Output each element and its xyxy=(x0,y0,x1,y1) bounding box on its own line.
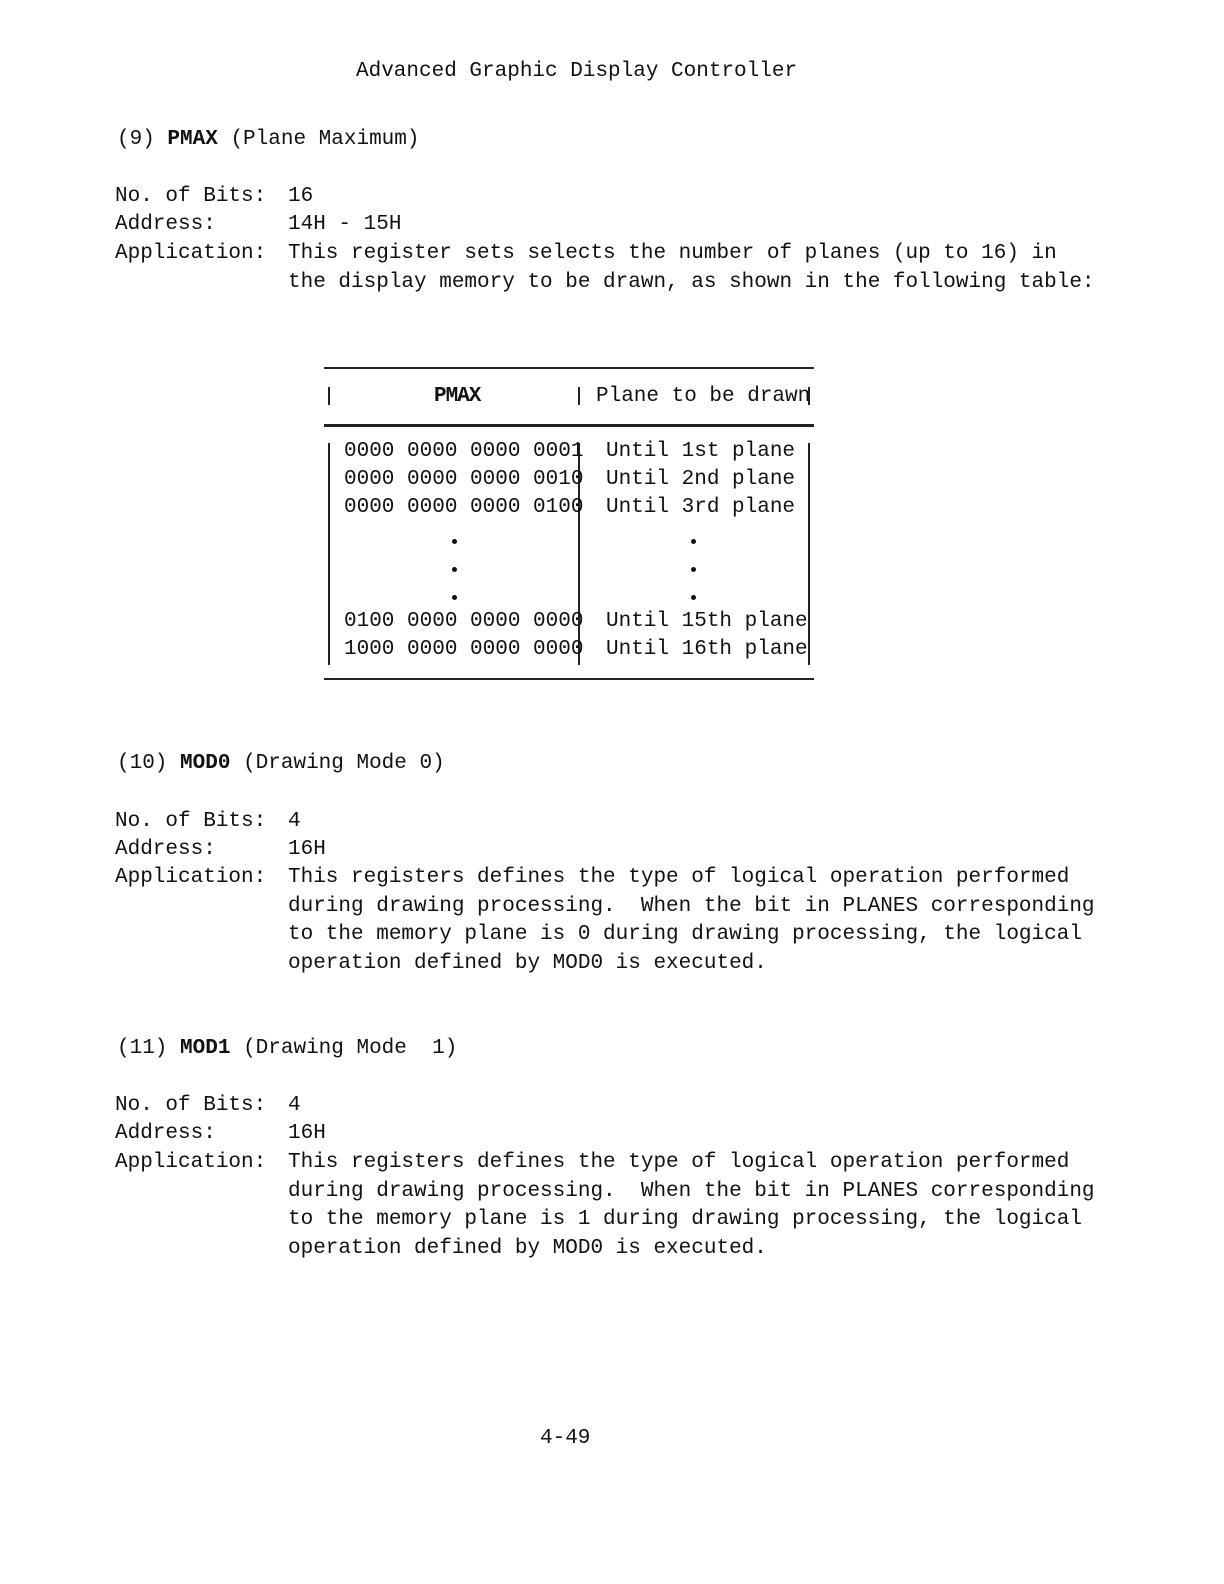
application-label: Application: xyxy=(115,866,267,889)
register-name: PMAX xyxy=(167,128,218,151)
table-cell-pmax: 0000 0000 0000 0100 xyxy=(344,496,584,519)
page-number: 4-49 xyxy=(540,1427,591,1450)
table-cell-plane: Until 15th plane xyxy=(606,610,808,633)
ellipsis-dot xyxy=(452,595,457,600)
address-label: Address: xyxy=(115,838,216,861)
register-description: (Drawing Mode 0) xyxy=(243,752,445,775)
table-rule-top xyxy=(324,367,814,369)
ellipsis-dot xyxy=(691,567,696,572)
table-cell-pmax: 1000 0000 0000 0000 xyxy=(344,638,584,661)
table-header-plane: Plane to be drawn xyxy=(596,385,811,408)
table-cell-pmax: 0000 0000 0000 0010 xyxy=(344,468,584,491)
ellipsis-dot xyxy=(452,539,457,544)
application-line: to the memory plane is 1 during drawing processing, the logical xyxy=(288,1208,1082,1231)
table-header-pmax: PMAX xyxy=(434,385,481,408)
section-number: (10) xyxy=(117,752,168,775)
address-label: Address: xyxy=(115,1122,216,1145)
table-rule-header xyxy=(324,424,814,427)
register-description: (Drawing Mode 1) xyxy=(243,1037,458,1060)
application-line: the display memory to be drawn, as shown in the following table: xyxy=(288,271,1095,294)
bits-value: 4 xyxy=(288,810,301,833)
address-value: 16H xyxy=(288,838,326,861)
application-label: Application: xyxy=(115,1151,267,1174)
bits-label: No. of Bits: xyxy=(115,1094,267,1117)
application-line: operation defined by MOD0 is executed. xyxy=(288,1237,767,1260)
table-border xyxy=(578,387,580,405)
application-line: This registers defines the type of logical operation performed xyxy=(288,1151,1070,1174)
section-number: (11) xyxy=(117,1037,168,1060)
section-number: (9) xyxy=(117,128,155,151)
ellipsis-dot xyxy=(452,567,457,572)
table-cell-plane: Until 2nd plane xyxy=(606,468,796,491)
pmax-table xyxy=(324,367,814,679)
table-cell-pmax: 0000 0000 0000 0001 xyxy=(344,440,584,463)
register-name: MOD1 xyxy=(180,1037,231,1060)
register-name: MOD0 xyxy=(180,752,231,775)
section-11-title xyxy=(117,1035,457,1063)
address-value: 16H xyxy=(288,1122,326,1145)
application-line: This registers defines the type of logical operation performed xyxy=(288,866,1070,889)
application-line: during drawing processing. When the bit in PLANES corresponding xyxy=(288,1180,1095,1203)
application-line: operation defined by MOD0 is executed. xyxy=(288,952,767,975)
ellipsis-dot xyxy=(691,539,696,544)
application-line: This register sets selects the number of planes (up to 16) in xyxy=(288,242,1057,265)
table-border-right xyxy=(808,443,810,665)
page-header: Advanced Graphic Display Controller xyxy=(356,60,798,83)
bits-value: 4 xyxy=(288,1094,301,1117)
table-border-left xyxy=(328,443,330,665)
table-cell-plane: Until 1st plane xyxy=(606,440,796,463)
bits-value: 16 xyxy=(288,185,314,208)
table-cell-plane: Until 16th plane xyxy=(606,638,808,661)
table-rule-bottom xyxy=(324,678,814,680)
application-label: Application: xyxy=(115,242,267,265)
table-border xyxy=(328,387,330,405)
address-label: Address: xyxy=(115,213,216,236)
application-line: during drawing processing. When the bit in PLANES corresponding xyxy=(288,895,1095,918)
address-value: 14H - 15H xyxy=(288,213,402,236)
table-cell-plane: Until 3rd plane xyxy=(606,496,796,519)
table-cell-pmax: 0100 0000 0000 0000 xyxy=(344,610,584,633)
bits-label: No. of Bits: xyxy=(115,185,267,208)
register-description: (Plane Maximum) xyxy=(230,128,420,151)
ellipsis-dot xyxy=(691,595,696,600)
bits-label: No. of Bits: xyxy=(115,810,267,833)
application-line: to the memory plane is 0 during drawing processing, the logical xyxy=(288,923,1082,946)
section-10-title xyxy=(117,750,445,778)
section-9-title xyxy=(117,126,419,154)
